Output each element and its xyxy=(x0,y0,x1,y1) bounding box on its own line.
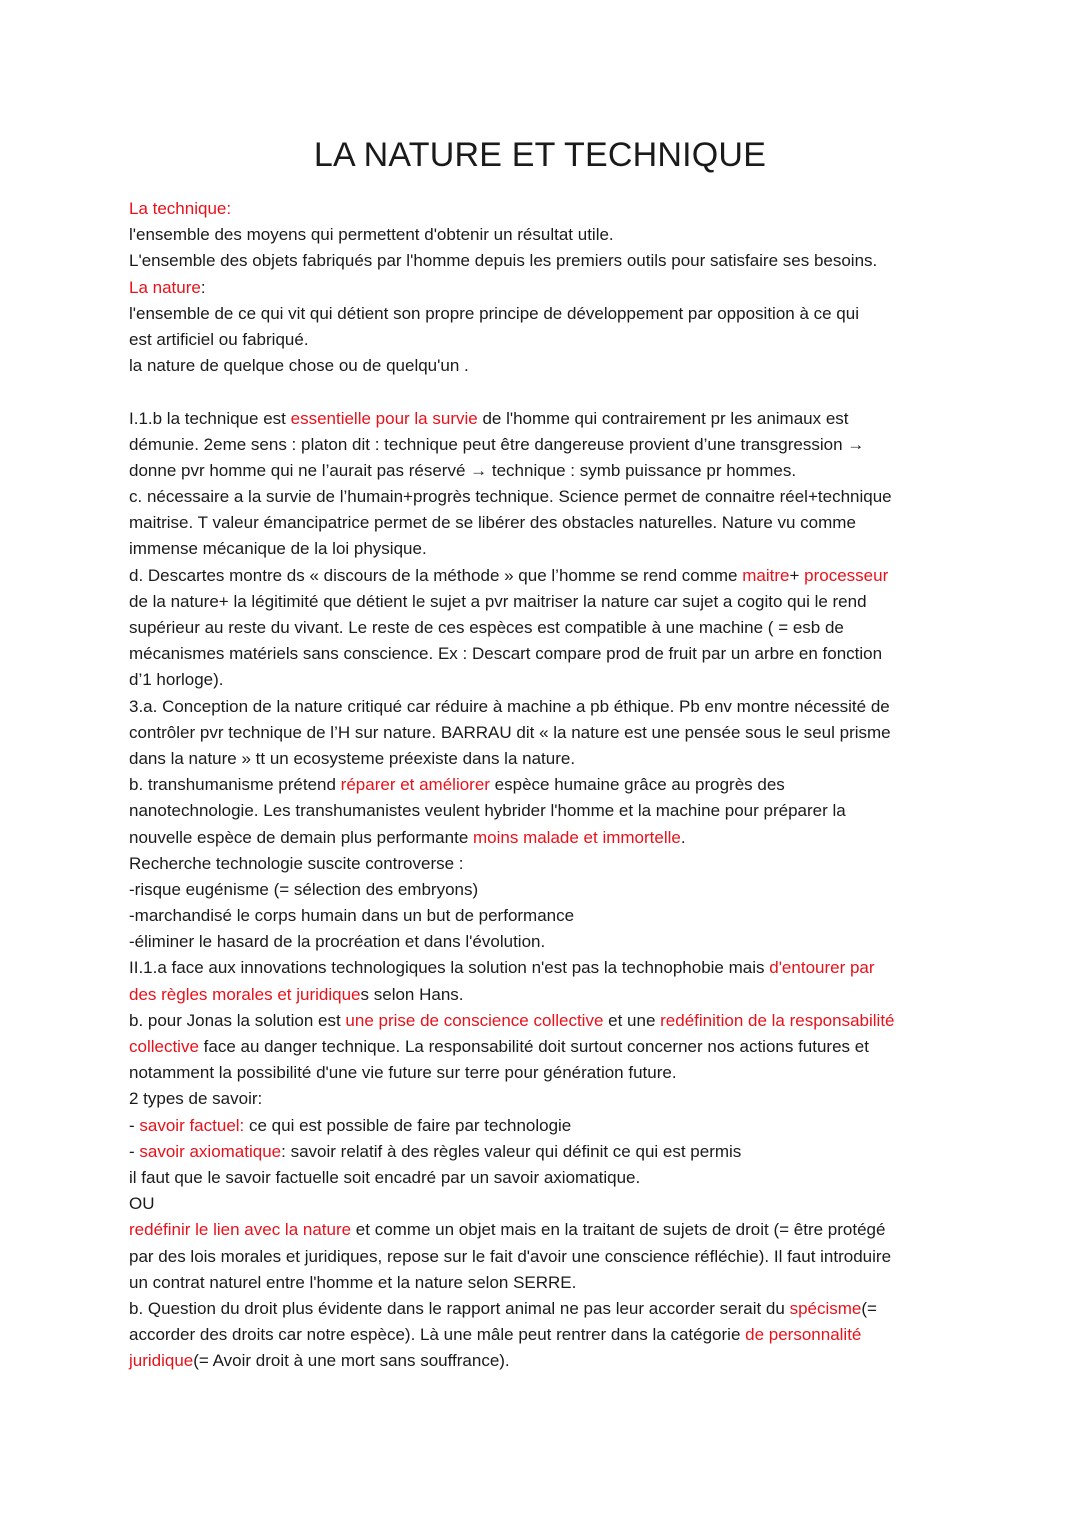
text-segment: par des lois morales et juridiques, repose sur le fait d'avoir une conscience réfléchie). Il faut introduire xyxy=(129,1246,892,1266)
text-segment: supérieur au reste du vivant. Le reste de ces espèces est compatible à une machine ( = esb de xyxy=(129,618,844,637)
text-line xyxy=(129,667,959,693)
text-line xyxy=(129,510,959,536)
text-segment: - xyxy=(129,1115,140,1135)
text-line xyxy=(129,1191,959,1217)
text-line xyxy=(129,1217,959,1243)
text-segment: : savoir relatif à des règles valeur qui définit ce qui est permis xyxy=(281,1141,742,1161)
text-line xyxy=(129,484,959,510)
highlighted-text: redéfinir le lien avec la nature xyxy=(129,1220,352,1240)
text-line xyxy=(129,955,959,981)
text-line xyxy=(129,275,959,301)
highlighted-text: La technique: xyxy=(129,199,232,218)
text-line xyxy=(129,1165,959,1191)
text-line xyxy=(129,903,959,929)
highlighted-text: d'entourer par xyxy=(769,958,875,978)
text-line xyxy=(129,746,959,772)
highlighted-text: collective xyxy=(129,1037,199,1056)
text-segment: b. Question du droit plus évidente dans le rapport animal ne pas leur accorder serait du xyxy=(129,1298,790,1318)
highlighted-text: essentielle pour la survie xyxy=(290,408,478,428)
text-line xyxy=(129,563,959,589)
text-segment: s selon Hans. xyxy=(360,984,464,1004)
text-segment: (= xyxy=(861,1298,877,1318)
text-line xyxy=(129,432,959,458)
text-segment: et une xyxy=(603,1010,661,1030)
text-segment: nouvelle espèce de demain plus performante xyxy=(129,827,473,847)
text-line xyxy=(129,1113,959,1139)
text-segment: l'ensemble des moyens qui permettent d'obtenir un résultat utile. xyxy=(129,225,614,245)
highlighted-text: savoir factuel: xyxy=(139,1115,245,1135)
text-line xyxy=(129,851,959,877)
text-line xyxy=(129,196,959,222)
text-line xyxy=(129,406,959,432)
text-line xyxy=(129,877,959,903)
text-segment: 2 types de savoir: xyxy=(129,1089,263,1109)
highlighted-text: des règles morales et juridique xyxy=(129,984,361,1004)
text-segment: L'ensemble des objets fabriqués par l'homme depuis les premiers outils pour satisfaire ses besoins. xyxy=(129,251,878,271)
text-segment: est artificiel ou fabriqué. xyxy=(129,329,309,349)
text-segment: notamment la possibilité d'une vie future sur terre pour génération future. xyxy=(129,1063,677,1083)
text-segment: -risque eugénisme (= sélection des embryons) xyxy=(129,879,479,899)
blank-line xyxy=(129,379,959,405)
highlighted-text: La nature xyxy=(129,277,201,297)
highlighted-text: spécisme xyxy=(789,1298,862,1318)
text-segment: b. pour Jonas la solution est xyxy=(129,1010,346,1030)
text-line xyxy=(129,1348,959,1374)
text-segment: l'ensemble de ce qui vit qui détient son propre principe de développement par opposition à ce qui xyxy=(129,303,859,323)
text-segment: dans la nature » tt un ecosysteme préexiste dans la nature. xyxy=(129,748,576,768)
text-segment: : xyxy=(200,277,206,297)
highlighted-text: maitre xyxy=(742,565,790,585)
text-segment: immense mécanique de la loi physique. xyxy=(129,539,427,559)
text-segment: et comme un objet mais en la traitant de sujets de droit (= être protégé xyxy=(351,1220,886,1240)
text-line xyxy=(129,222,959,248)
text-line xyxy=(129,1270,959,1296)
text-line xyxy=(129,301,959,327)
text-line xyxy=(129,327,959,353)
highlighted-text: une prise de conscience collective xyxy=(345,1010,604,1030)
text-segment: espèce humaine grâce au progrès des xyxy=(489,775,785,795)
text-segment: d’1 horloge). xyxy=(129,670,224,690)
text-line xyxy=(129,1060,959,1086)
text-segment: il faut que le savoir factuelle soit encadré par un savoir axiomatique. xyxy=(129,1167,641,1187)
text-line xyxy=(129,772,959,798)
text-segment: nanotechnologie. Les transhumanistes veulent hybrider l'homme et la machine pour préparer la xyxy=(129,801,846,821)
text-line xyxy=(129,536,959,562)
text-line xyxy=(129,353,959,379)
text-segment: mécanismes matériels sans conscience. Ex : Descart compare prod de fruit par un arbre en fonction xyxy=(129,644,883,664)
text-segment: maitrise. T valeur émancipatrice permet de se libérer des obstacles naturelles. Nature vu comme xyxy=(129,513,856,533)
text-line xyxy=(129,1296,959,1322)
text-segment: de l'homme qui contrairement pr les animaux est xyxy=(477,408,849,428)
text-segment: contrôler pvr technique de l’H sur nature. BARRAU dit « la nature est une pensée sous le seul prisme xyxy=(129,722,891,742)
text-line xyxy=(129,1244,959,1270)
text-segment: c. nécessaire a la survie de l’humain+progrès technique. Science permet de connaitre réel+technique xyxy=(129,487,892,507)
text-segment: démunie. 2eme sens : platon dit : technique peut être dangereuse provient d’une transgression → xyxy=(129,434,865,454)
text-line xyxy=(129,248,959,274)
text-line xyxy=(129,694,959,720)
highlighted-text: réparer et améliorer xyxy=(340,775,490,795)
text-segment: . xyxy=(680,827,686,847)
text-line xyxy=(129,458,959,484)
text-line xyxy=(129,1008,959,1034)
text-segment: un contrat naturel entre l'homme et la nature selon SERRE. xyxy=(129,1272,577,1292)
text-segment: la nature de quelque chose ou de quelqu'un . xyxy=(129,356,469,376)
text-segment: de la nature+ la légitimité que détient le sujet a pvr maitriser la nature car sujet a cogito qui le rend xyxy=(129,591,867,611)
text-line xyxy=(129,720,959,746)
text-segment: -éliminer le hasard de la procréation et dans l'évolution. xyxy=(129,932,546,952)
text-segment: Recherche technologie suscite controverse : xyxy=(129,853,464,873)
text-line xyxy=(129,615,959,641)
text-segment: ce qui est possible de faire par technologie xyxy=(244,1115,572,1135)
highlighted-text: de personnalité xyxy=(745,1325,862,1345)
highlighted-text: moins malade et immortelle xyxy=(473,827,681,847)
text-segment: + xyxy=(789,565,805,585)
text-line xyxy=(129,825,959,851)
text-line xyxy=(129,1086,959,1112)
text-line xyxy=(129,641,959,667)
text-segment: accorder des droits car notre espèce). Là une mâle peut rentrer dans la catégorie xyxy=(129,1325,746,1345)
highlighted-text: juridique xyxy=(129,1351,194,1371)
text-segment: b. transhumanisme prétend xyxy=(129,775,341,795)
highlighted-text: processeur xyxy=(804,565,889,585)
text-segment: II.1.a face aux innovations technologiques la solution n'est pas la technophobie mais xyxy=(129,958,770,978)
text-segment: (= Avoir droit à une mort sans souffrance). xyxy=(193,1351,510,1371)
text-segment: - xyxy=(129,1141,140,1161)
text-line xyxy=(129,798,959,824)
text-line xyxy=(129,1322,959,1348)
text-segment: face au danger technique. La responsabilité doit surtout concerner nos actions futures et xyxy=(198,1037,869,1056)
text-line xyxy=(129,589,959,615)
text-line xyxy=(129,982,959,1008)
page-title: LA NATURE ET TECHNIQUE xyxy=(313,136,767,174)
document-body xyxy=(129,196,959,1374)
text-segment: I.1.b la technique est xyxy=(129,408,291,428)
highlighted-text: savoir axiomatique xyxy=(139,1141,282,1161)
highlighted-text: redéfinition de la responsabilité xyxy=(660,1010,895,1030)
text-line xyxy=(129,929,959,955)
text-segment: donne pvr homme qui ne l’aurait pas réservé → technique : symb puissance pr hommes. xyxy=(129,460,797,480)
text-segment: d. Descartes montre ds « discours de la méthode » que l’homme se rend comme xyxy=(129,565,743,585)
text-segment: OU xyxy=(129,1194,155,1214)
text-line xyxy=(129,1034,959,1060)
text-segment: -marchandisé le corps humain dans un but de performance xyxy=(129,906,575,926)
text-line xyxy=(129,1139,959,1165)
text-segment: 3.a. Conception de la nature critiqué car réduire à machine a pb éthique. Pb env montre nécessité de xyxy=(129,696,890,716)
